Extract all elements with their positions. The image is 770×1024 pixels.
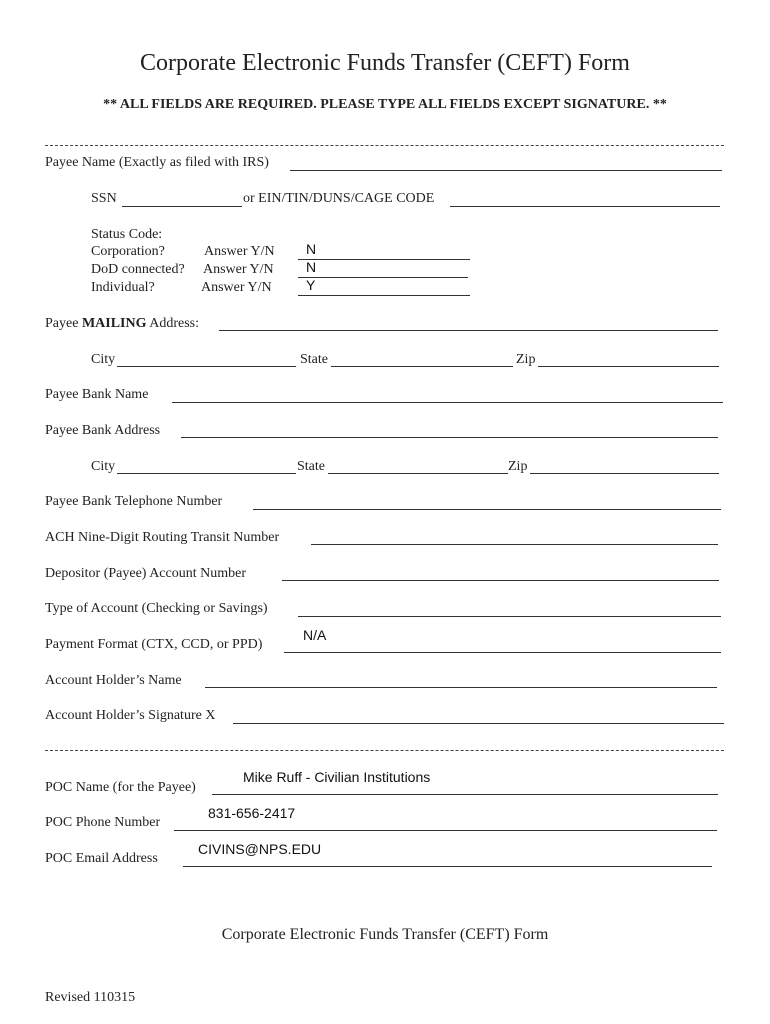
poc-phone-field[interactable] <box>174 830 717 831</box>
form-instructions: ** ALL FIELDS ARE REQUIRED. PLEASE TYPE ALL FIELDS EXCEPT SIGNATURE. ** <box>103 97 667 112</box>
holder-signature-field[interactable] <box>233 723 724 724</box>
payment-format-label: Payment Format (CTX, CCD, or PPD) <box>45 637 263 652</box>
poc-phone-value: 831-656-2417 <box>208 805 296 821</box>
state-label: State <box>300 352 328 367</box>
corporation-answer-label: Answer Y/N <box>204 244 275 259</box>
payee-name-field[interactable] <box>290 170 722 171</box>
payee-name-label: Payee Name (Exactly as filed with IRS) <box>45 155 269 170</box>
holder-name-label: Account Holder’s Name <box>45 673 182 688</box>
dod-connected-field[interactable] <box>298 277 468 278</box>
bank-city-label: City <box>91 459 116 474</box>
ssn-field[interactable] <box>122 206 242 207</box>
status-code-label: Status Code: <box>91 227 163 242</box>
payment-format-value: N/A <box>303 627 327 643</box>
poc-name-field[interactable] <box>212 794 718 795</box>
poc-email-label: POC Email Address <box>45 851 158 866</box>
account-number-label: Depositor (Payee) Account Number <box>45 566 246 581</box>
poc-phone-label: POC Phone Number <box>45 815 161 830</box>
bank-address-label: Payee Bank Address <box>45 423 161 438</box>
individual-field[interactable] <box>298 295 470 296</box>
bank-zip-field[interactable] <box>530 473 719 474</box>
section-divider-bottom <box>45 750 724 751</box>
account-number-field[interactable] <box>282 580 719 581</box>
bank-name-field[interactable] <box>172 402 723 403</box>
poc-name-label: POC Name (for the Payee) <box>45 780 196 795</box>
account-type-label: Type of Account (Checking or Savings) <box>45 601 268 616</box>
zip-field[interactable] <box>538 366 719 367</box>
bank-address-field[interactable] <box>181 437 718 438</box>
payment-format-field[interactable] <box>284 652 721 653</box>
ssn-label: SSN <box>91 191 117 206</box>
state-field[interactable] <box>331 366 513 367</box>
routing-number-label: ACH Nine-Digit Routing Transit Number <box>45 530 280 545</box>
zip-label: Zip <box>516 352 536 367</box>
routing-number-field[interactable] <box>311 544 718 545</box>
dod-connected-value: N <box>306 259 317 275</box>
corporation-label: Corporation? <box>91 244 165 259</box>
corporation-value: N <box>306 241 317 257</box>
account-type-field[interactable] <box>298 616 721 617</box>
individual-answer-label: Answer Y/N <box>201 280 272 295</box>
footer-title: Corporate Electronic Funds Transfer (CEFT) Form <box>221 926 549 943</box>
bank-state-label: State <box>297 459 325 474</box>
revision-label: Revised 110315 <box>45 990 136 1005</box>
bank-phone-label: Payee Bank Telephone Number <box>45 494 223 509</box>
form-title: Corporate Electronic Funds Transfer (CEFT) Form <box>140 50 630 76</box>
poc-email-value: CIVINS@NPS.EDU <box>198 841 322 857</box>
mailing-label-suffix: Address: <box>146 316 199 331</box>
mailing-address-label <box>45 316 199 332</box>
bank-phone-field[interactable] <box>253 509 721 510</box>
mailing-label-bold: MAILING <box>81 316 147 331</box>
bank-zip-label: Zip <box>508 459 528 474</box>
dod-connected-label: DoD connected? <box>91 262 185 277</box>
bank-name-label: Payee Bank Name <box>45 387 149 402</box>
corporation-field[interactable] <box>298 259 470 260</box>
individual-label: Individual? <box>91 280 155 295</box>
individual-value: Y <box>306 277 316 293</box>
city-field[interactable] <box>117 366 296 367</box>
holder-signature-label: Account Holder’s Signature X <box>45 708 216 723</box>
bank-state-field[interactable] <box>328 473 508 474</box>
holder-name-field[interactable] <box>205 687 717 688</box>
section-divider-top <box>45 145 724 146</box>
mailing-address-field[interactable] <box>219 330 718 331</box>
poc-name-value: Mike Ruff - Civilian Institutions <box>243 769 431 785</box>
dod-answer-label: Answer Y/N <box>203 262 274 277</box>
bank-city-field[interactable] <box>117 473 296 474</box>
city-label: City <box>91 352 116 367</box>
ein-label: or EIN/TIN/DUNS/CAGE CODE <box>243 191 435 206</box>
ein-field[interactable] <box>450 206 720 207</box>
poc-email-field[interactable] <box>183 866 712 867</box>
mailing-label-prefix: Payee <box>45 316 82 331</box>
